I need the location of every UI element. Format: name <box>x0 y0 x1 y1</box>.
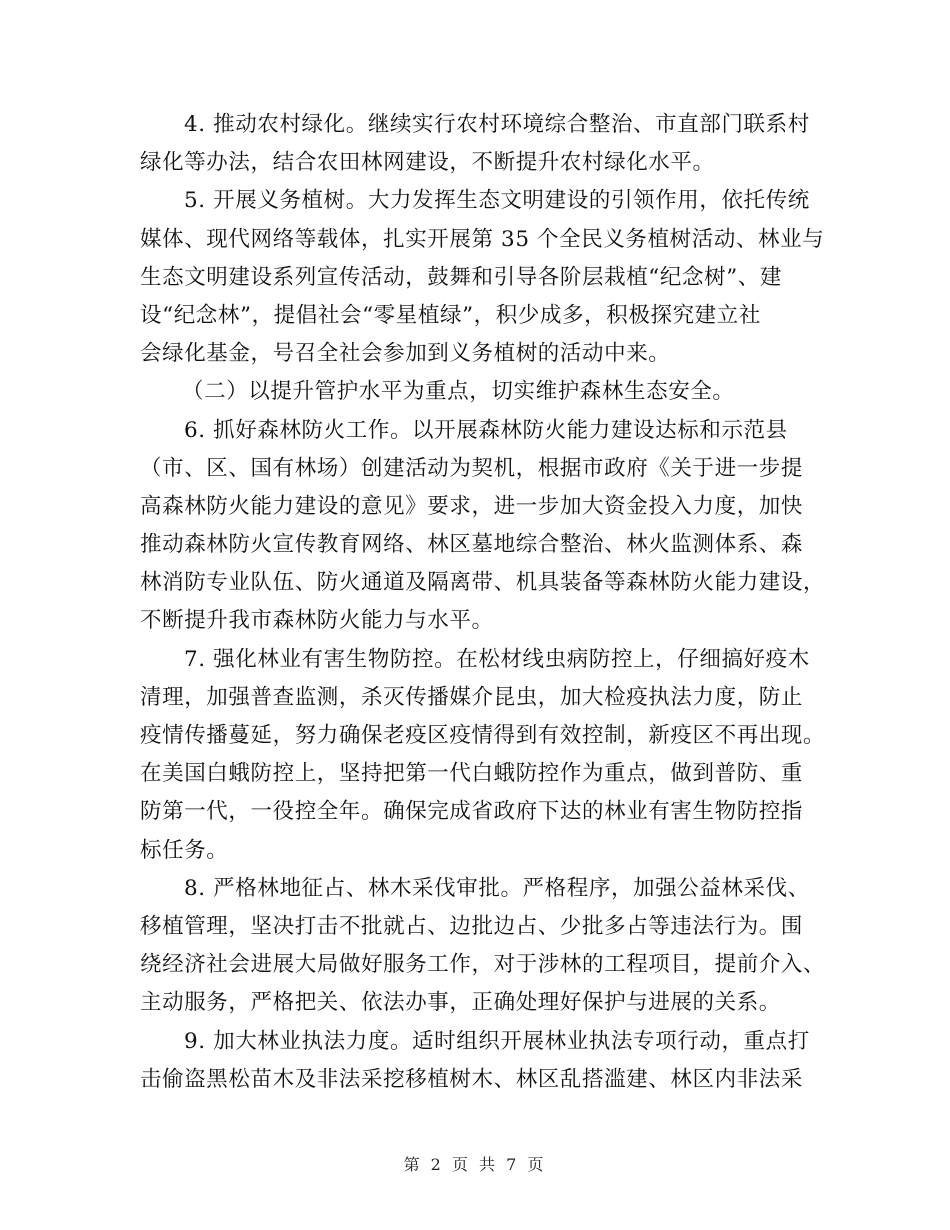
text-line: 主动服务，严格把关、依法办事，正确处理好保护与进展的关系。 <box>140 990 781 1016</box>
page-number: 第 2 页 共 7 页 <box>403 1155 547 1174</box>
text-line: 清理，加强普查监测，杀灭传播媒介昆虫，加大检疫执法力度，防止 <box>140 684 804 710</box>
text-line: 高森林防火能力建设的意见》要求，进一步加大资金投入力度，加快 <box>140 493 804 519</box>
text-line: 4. 推动农村绿化。继续实行农村环境综合整治、市直部门联系村 <box>184 112 810 137</box>
document-body <box>140 106 826 1099</box>
text-line: 推动森林防火宣传教育网络、林区墓地综合整治、林火监测体系、森 <box>140 532 804 558</box>
section-heading-text: （二）以提升管护水平为重点，切实维护森林生态安全。 <box>182 379 735 405</box>
text-line: 击偷盗黑松苗木及非法采挖移植树木、林区乱搭滥建、林区内非法采 <box>140 1066 804 1092</box>
text-line: 8. 严格林地征占、林木采伐审批。严格程序，加强公益林采伐、 <box>184 875 810 901</box>
text-line: 防第一代，一役控全年。确保完成省政府下达的林业有害生物防控指 <box>140 799 804 825</box>
text-line: 7. 强化林业有害生物防控。在松材线虫病防控上，仔细搞好疫木 <box>184 646 810 672</box>
text-line: 不断提升我市森林防火能力与水平。 <box>140 608 494 634</box>
paragraph-8 <box>140 870 826 1023</box>
text-line: 绕经济社会进展大局做好服务工作，对于涉林的工程项目，提前介入、 <box>140 952 826 978</box>
text-line: （市、区、国有林场）创建活动为契机，根据市政府《关于进一步提 <box>140 455 804 481</box>
text-line: 林消防专业队伍、防火通道及隔离带、机具装备等森林防火能力建设， <box>140 570 826 596</box>
text-line: 会绿化基金，号召全社会参加到义务植树的活动中来。 <box>140 341 671 367</box>
page-footer <box>0 1152 950 1175</box>
text-line: 绿化等办法，结合农田林网建设，不断提升农村绿化水平。 <box>140 150 715 176</box>
text-line: 标任务。 <box>140 837 229 863</box>
text-line: 设“纪念林”，提倡社会“零星植绿”，积少成多，积极探究建立社 <box>140 302 761 328</box>
text-line: 6. 抓好森林防火工作。以开展森林防火能力建设达标和示范县 <box>184 417 788 443</box>
paragraph-6 <box>140 412 826 641</box>
section-heading-2 <box>140 373 804 411</box>
text-line: 生态文明建设系列宣传活动，鼓舞和引导各阶层栽植“纪念树”、建 <box>140 264 782 290</box>
text-line: 媒体、现代网络等载体，扎实开展第 35 个全民义务植树活动、林业与 <box>140 226 825 252</box>
text-line: 疫情传播蔓延，努力确保老疫区疫情得到有效控制，新疫区不再出现。 <box>140 723 826 748</box>
paragraph-5 <box>140 182 825 373</box>
paragraph-4 <box>140 106 810 182</box>
text-line: 9. 加大林业执法力度。适时组织开展林业执法专项行动，重点打 <box>184 1028 810 1054</box>
text-line: 5. 开展义务植树。大力发挥生态文明建设的引领作用，依托传统 <box>184 188 810 214</box>
text-line: 在美国白蛾防控上，坚持把第一代白蛾防控作为重点，做到普防、重 <box>140 761 804 787</box>
text-line: 移植管理，坚决打击不批就占、边批边占、少批多占等违法行为。围 <box>140 913 804 939</box>
paragraph-7 <box>140 641 826 870</box>
paragraph-9 <box>140 1023 810 1099</box>
